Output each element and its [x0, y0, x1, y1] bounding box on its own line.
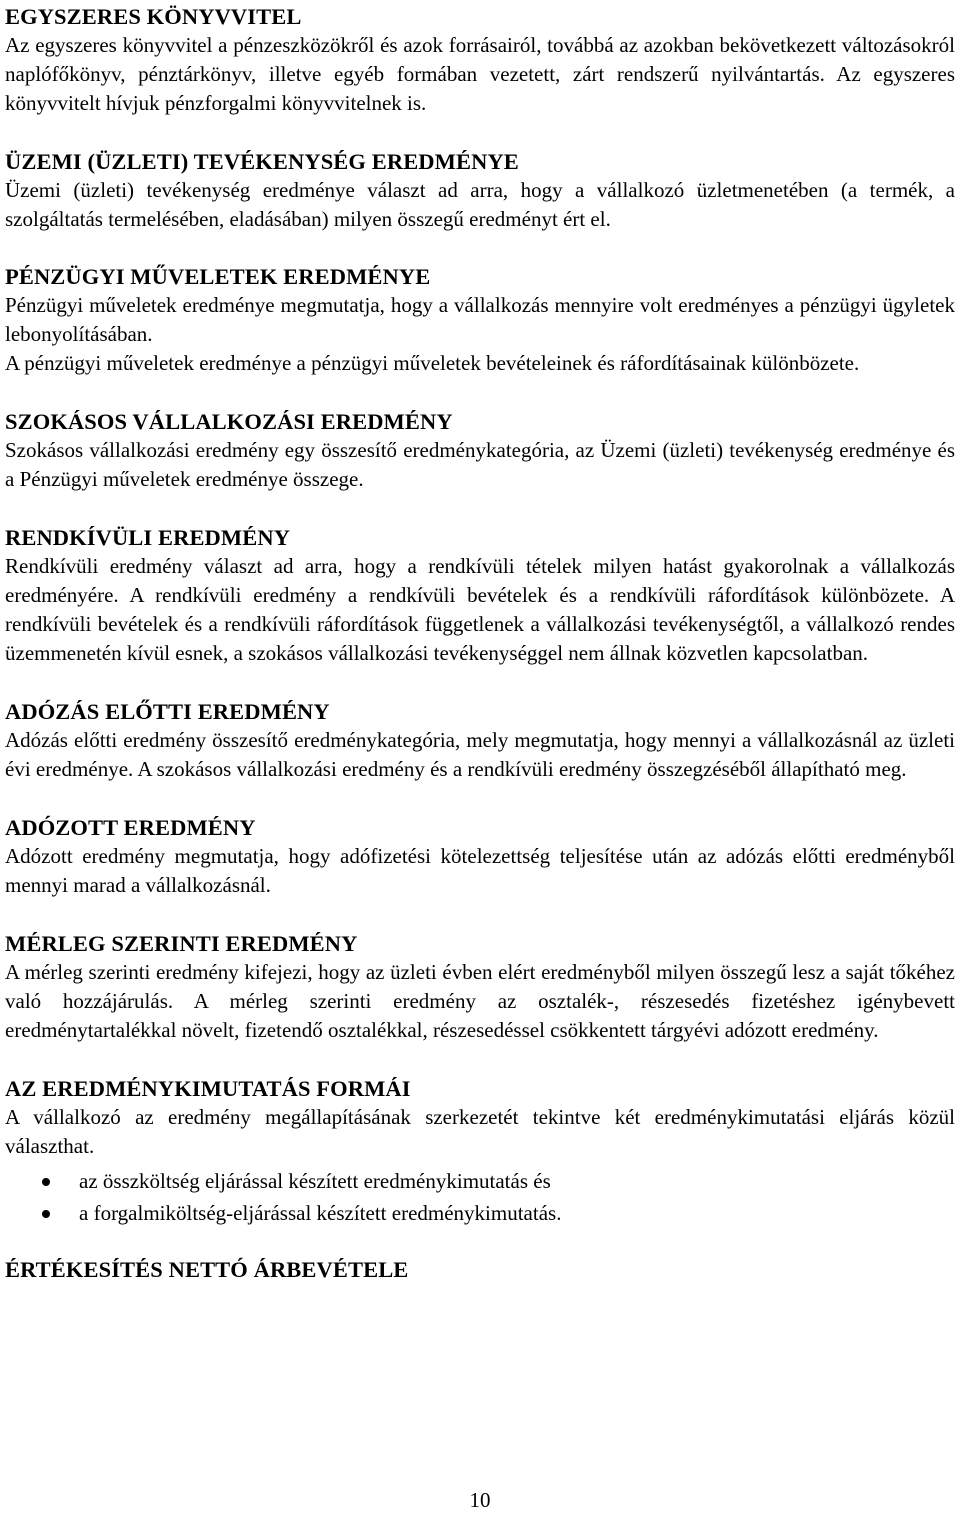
- list-item-text: az összköltség eljárással készített eredménykimutatás és: [79, 1169, 551, 1193]
- section-paragraph: Pénzügyi műveletek eredménye megmutatja, hogy a vállalkozás mennyire volt eredményes a pénzügyi ügyletek lebonyolításában.: [5, 293, 955, 346]
- section-szokasos-vallalkozasi: [5, 407, 955, 494]
- section-heading: ÜZEMI (ÜZLETI) TEVÉKENYSÉG EREDMÉNYE: [5, 149, 519, 174]
- section-heading: EGYSZERES KÖNYVVITEL: [5, 4, 302, 29]
- section-adozas-elotti: [5, 697, 955, 784]
- section-heading: RENDKÍVÜLI EREDMÉNY: [5, 525, 291, 550]
- page-number: 10: [469, 1488, 491, 1512]
- section-paragraph: Szokásos vállalkozási eredmény egy összesítő eredménykategória, az Üzemi (üzleti) tevékenység eredménye és a Pénzügyi műveletek eredménye összege.: [5, 438, 955, 491]
- section-heading: ÉRTÉKESÍTÉS NETTÓ ÁRBEVÉTELE: [5, 1257, 409, 1282]
- section-ertekesites-netto-arbevetele: [5, 1255, 955, 1284]
- section-heading: AZ EREDMÉNYKIMUTATÁS FORMÁI: [5, 1076, 411, 1101]
- document-page: [5, 0, 955, 1284]
- section-heading: PÉNZÜGYI MŰVELETEK EREDMÉNYE: [5, 264, 431, 289]
- section-paragraph: Adózás előtti eredmény összesítő eredménykategória, mely megmutatja, hogy mennyi a vállalkozásnál az üzleti évi eredménye. A szokásos vállalkozási eredmény és a rendkívüli eredmény összegzéséből állapítható meg.: [5, 728, 955, 781]
- section-rendkivuli-eredmeny: [5, 523, 955, 668]
- section-merleg-szerinti: [5, 929, 955, 1045]
- section-adozott-eredmeny: [5, 813, 955, 900]
- section-paragraph: A vállalkozó az eredmény megállapításának szerkezetét tekintve két eredménykimutatási eljárás közül választhat.: [5, 1105, 955, 1158]
- list-item-text: a forgalmiköltség-eljárással készített eredménykimutatás.: [79, 1201, 562, 1225]
- section-heading: ADÓZOTT EREDMÉNY: [5, 815, 256, 840]
- list-item: [5, 1199, 955, 1228]
- section-paragraph: Üzemi (üzleti) tevékenység eredménye választ ad arra, hogy a vállalkozó üzletmenetében (a termék, a szolgáltatás termelésében, eladásában) milyen összegű eredményt ért el.: [5, 178, 955, 231]
- section-eredmenykimutatas-formai: [5, 1074, 955, 1228]
- bullet-list: [5, 1167, 955, 1228]
- section-penzugyi-muveletek: [5, 262, 955, 378]
- section-paragraph: A pénzügyi műveletek eredménye a pénzügyi műveletek bevételeinek és ráfordításainak különbözete.: [5, 351, 860, 375]
- section-egyszeres-konyvvitel: [5, 0, 955, 118]
- bullet-icon: [42, 1178, 50, 1186]
- section-heading: ADÓZÁS ELŐTTI EREDMÉNY: [5, 699, 330, 724]
- list-item: [5, 1167, 955, 1196]
- section-paragraph: Adózott eredmény megmutatja, hogy adófizetési kötelezettség teljesítése után az adózás előtti eredményből mennyi marad a vállalkozásnál.: [5, 844, 955, 897]
- bullet-icon: [42, 1210, 50, 1218]
- section-heading: MÉRLEG SZERINTI EREDMÉNY: [5, 931, 358, 956]
- section-heading: SZOKÁSOS VÁLLALKOZÁSI EREDMÉNY: [5, 409, 453, 434]
- section-paragraph: A mérleg szerinti eredmény kifejezi, hogy az üzleti évben elért eredményből milyen összegű lesz a saját tőkéhez való hozzájárulás. A mérleg szerinti eredmény az osztalék-, részesedés fizetéshez igénybevett eredménytartalékkal növelt, fizetendő osztalékkal, részesedéssel csökkentett tárgyévi adózott eredmény.: [5, 960, 955, 1042]
- section-paragraph: Az egyszeres könyvvitel a pénzeszközökről és azok forrásairól, továbbá az azokban bekövetkezett változásokról naplófőkönyv, pénztárkönyv, illetve egyéb formában vezetett, zárt rendszerű nyilvántartás. Az egyszeres könyvvitelt hívjuk pénzforgalmi könyvvitelnek is.: [5, 33, 955, 115]
- section-uzemi-eredmeny: [5, 147, 955, 234]
- section-paragraph: Rendkívüli eredmény választ ad arra, hogy a rendkívüli tételek milyen hatást gyakorolnak a vállalkozás eredményére. A rendkívüli eredmény a rendkívüli bevételek és a rendkívüli ráfordítások különbözete. A rendkívüli bevételek és a rendkívüli ráfordítások függetlenek a vállalkozási tevékenységtől, a vállalkozó rendes üzemmenetén kívül esnek, a szokásos vállalkozási tevékenységgel nem állnak közvetlen kapcsolatban.: [5, 554, 955, 665]
